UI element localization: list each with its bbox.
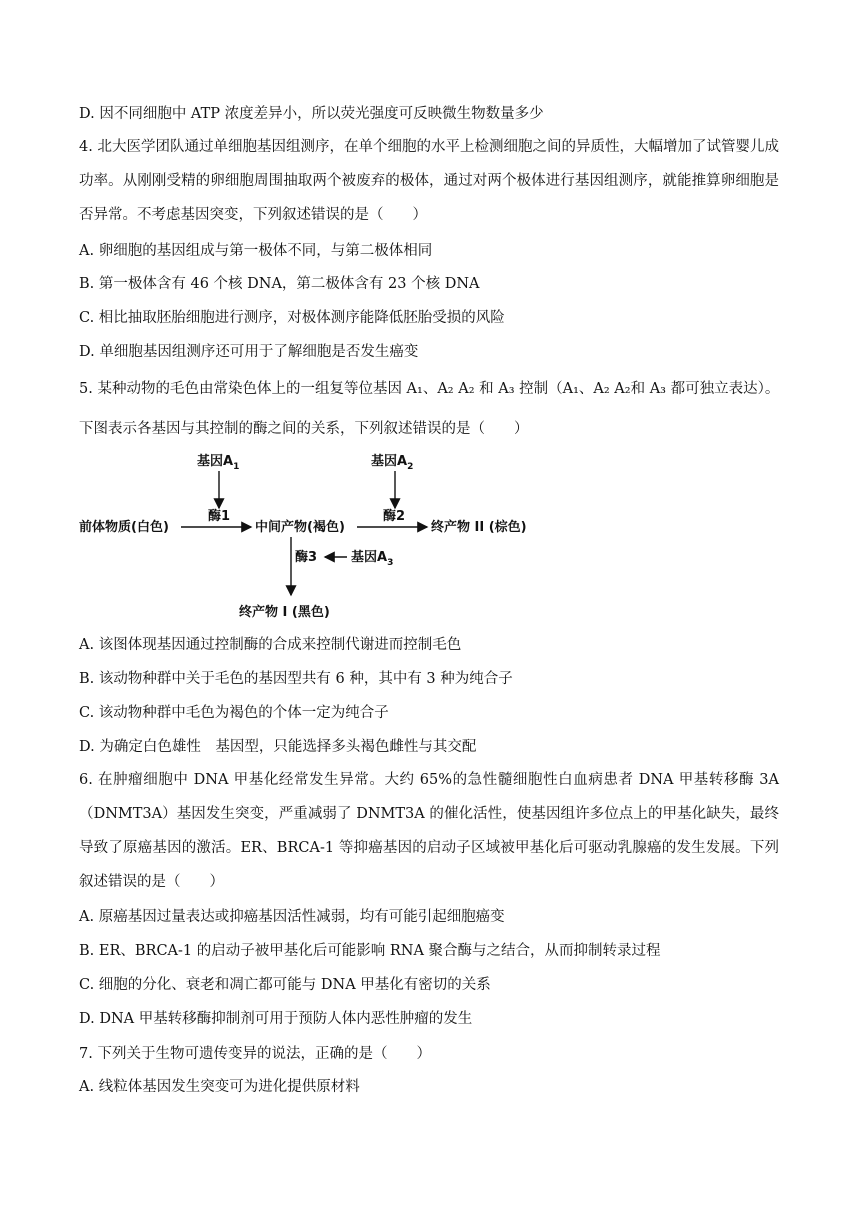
q6-option-d: D. DNA 甲基转移酶抑制剂可用于预防人体内恶性肿瘤的发生 [79,1011,473,1027]
q7-option-a: A. 线粒体基因发生突变可为进化提供原材料 [79,1079,360,1095]
intermediate-label: 中间产物(褐色) [255,520,345,535]
precursor-label: 前体物质(白色) [79,520,169,535]
q6-stem: 6. 在肿瘤细胞中 DNA 甲基化经常发生异常。大约 65%的急性髓细胞性白血病患者 DNA 甲基转移酶 3A（DNMT3A）基因发生突变，严重减弱了 DNMT3A 的催化活性，使基因组许多位点上的甲基化缺失，最终导致了原癌基因的激活。ER、BRCA-1 等抑癌基因的启动子区域被甲基化后可驱动乳腺癌的发生发展。下列叙述错误的是（ ） [79,772,779,890]
q5-option-d: D. 为确定白色雄性 基因型，只能选择多头褐色雌性与其交配 [79,739,477,755]
q6-option-a: A. 原癌基因过量表达或抑癌基因活性减弱，均有可能引起细胞癌变 [79,909,505,925]
gene-enzyme-diagram [79,445,549,625]
q4-stem: 4. 北大医学团队通过单细胞基因组测序，在单个细胞的水平上检测细胞之间的异质性，大幅增加了试管婴儿成功率。从刚刚受精的卵细胞周围抽取两个被废弃的极体，通过对两个极体进行基因组测序，就能推算卵细胞是否异常。不考虑基因突变，下列叙述错误的是（ ） [79,139,779,223]
q4-option-d: D. 单细胞基因组测序还可用于了解细胞是否发生癌变 [79,344,419,360]
q3-option-d: D. 因不同细胞中 ATP 浓度差异小，所以荧光强度可反映微生物数量多少 [79,106,544,122]
q5-stem-line1: 5. 某种动物的毛色由常染色体上的一组复等位基因 A₁、A₂ A₂ 和 A₃ 控制（A₁、A₂ A₂和 A₃ 都可独立表达）。 [79,381,780,397]
q5-stem-line2: 下图表示各基因与其控制的酶之间的关系，下列叙述错误的是（ ） [79,421,529,437]
final-product-2-label: 终产物 II (棕色) [431,520,527,535]
q4-option-a: A. 卵细胞的基因组成与第一极体不同，与第二极体相同 [79,243,433,259]
q6-option-c: C. 细胞的分化、衰老和凋亡都可能与 DNA 甲基化有密切的关系 [79,977,491,993]
q5-option-a: A. 该图体现基因通过控制酶的合成来控制代谢进而控制毛色 [79,637,462,653]
enzyme1-label: 酶1 [208,509,231,524]
enzyme3-label: 酶3 [295,550,318,565]
q4-option-b: B. 第一极体含有 46 个核 DNA，第二极体含有 23 个核 DNA [79,276,480,292]
gene-a1-label: 基因$A_1$ [197,454,240,472]
q6-option-b: B. ER、BRCA-1 的启动子被甲基化后可能影响 RNA 聚合酶与之结合，从而抑制转录过程 [79,943,661,959]
q5-option-b: B. 该动物种群中关于毛色的基因型共有 6 种，其中有 3 种为纯合子 [79,671,513,687]
q5-option-c: C. 该动物种群中毛色为褐色的个体一定为纯合子 [79,705,389,721]
enzyme2-label: 酶2 [383,509,406,524]
final-product-1-label: 终产物 I (黑色) [239,605,330,620]
gene-a2-label: 基因$A_2$ [371,454,414,472]
q4-option-c: C. 相比抽取胚胎细胞进行测序，对极体测序能降低胚胎受损的风险 [79,310,505,326]
q7-stem: 7. 下列关于生物可遗传变异的说法，正确的是（ ） [79,1046,431,1062]
gene-a3-label: 基因$A_3$ [351,550,394,568]
